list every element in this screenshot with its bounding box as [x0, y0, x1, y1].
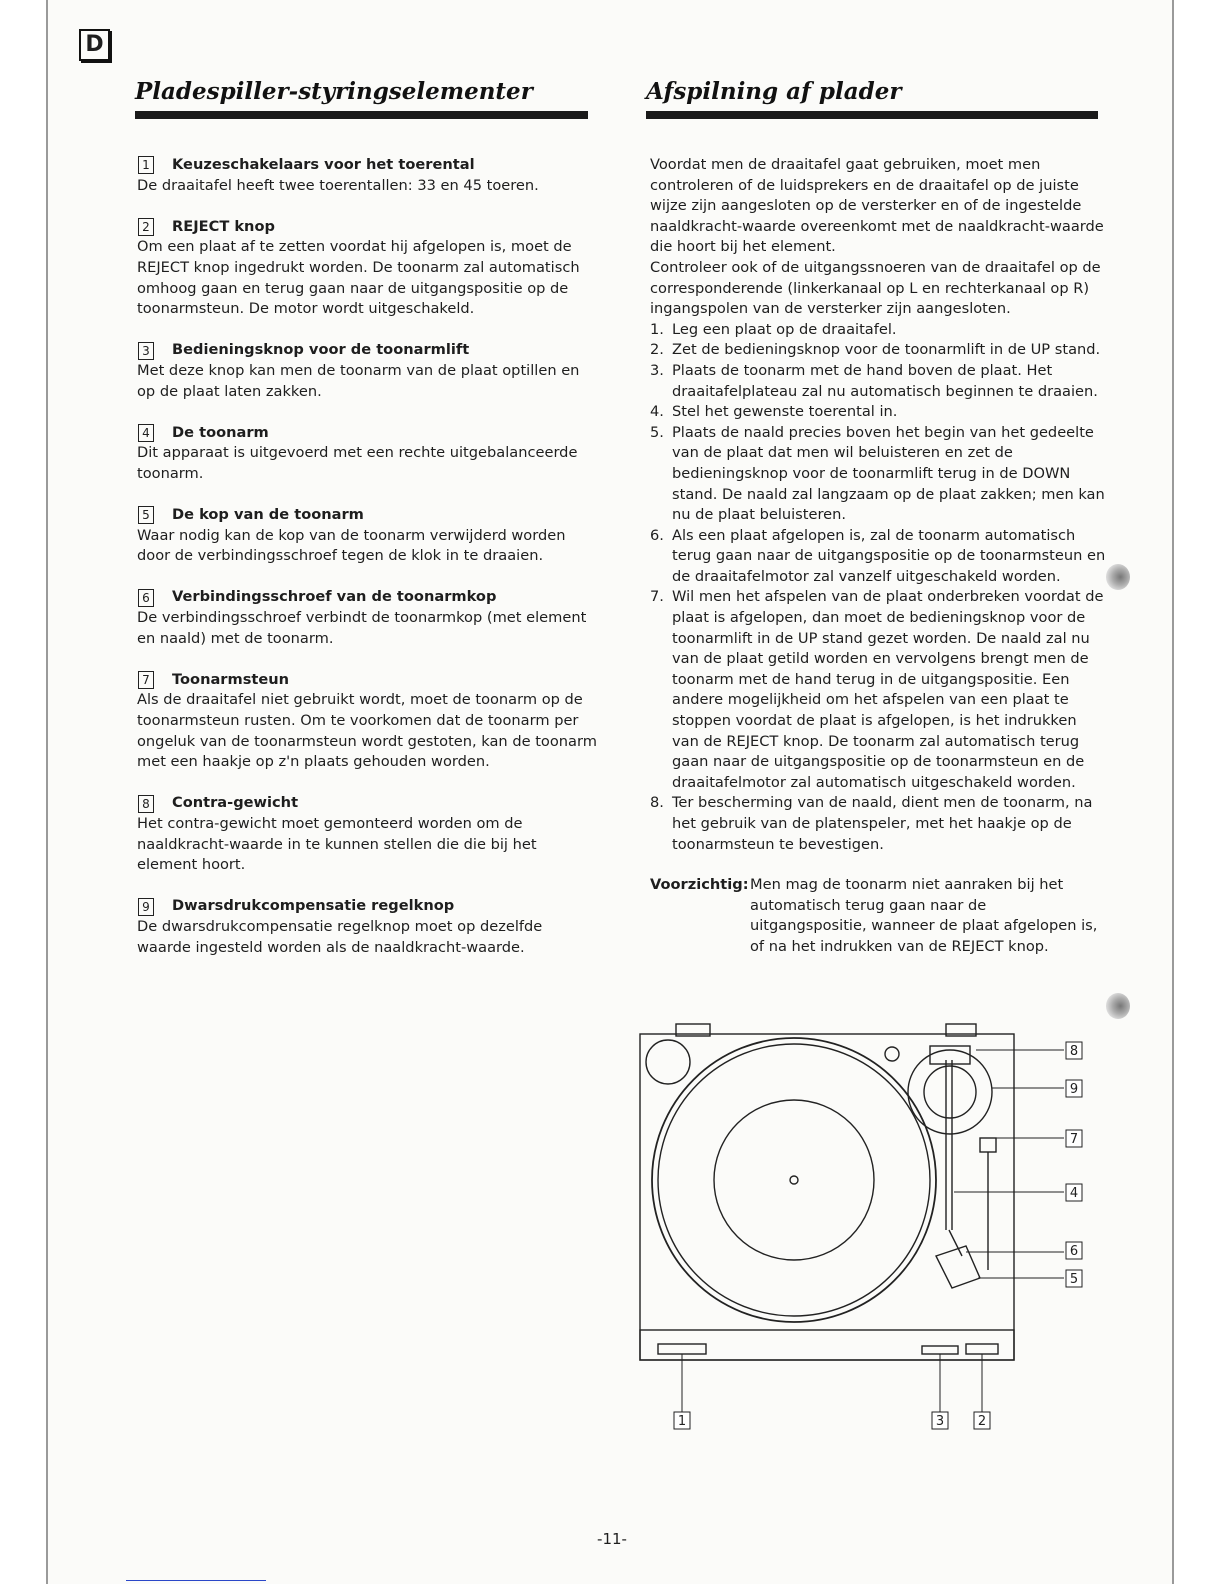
callout-label: 8 — [1069, 1044, 1079, 1059]
step-text: Leg een plaat op de draaitafel. — [672, 320, 897, 338]
item-body: De verbindingsschroef verbindt de toonarmkop (met element en naald) met de toonarm. — [137, 609, 587, 647]
counterweight — [930, 1046, 970, 1064]
step-text: Plaats de naald precies boven het begin van het gedeelte van de plaat dat men wil beluisteren en zet de bedieningsknop voor de toonarmlift terug in de DOWN stand. De naald zal langzaam op de plaat zakken; men kan nu de plaat beluisteren. — [672, 423, 1105, 524]
control-item — [137, 217, 597, 320]
turntable-front-panel — [640, 1330, 1014, 1360]
caution-note — [650, 875, 1106, 957]
item-title: REJECT knop — [172, 217, 275, 235]
step-text: Zet de bedieningsknop voor de toonarmlift in de UP stand. — [672, 341, 1101, 359]
callout-label: 1 — [677, 1414, 687, 1429]
lift-lever — [922, 1346, 958, 1354]
item-number-box: 9 — [138, 898, 154, 916]
item-body: Dit apparaat is uitgevoerd met een rechte uitgebalanceerde toonarm. — [137, 444, 578, 482]
right-heading: Afspilning af plader — [646, 78, 902, 105]
item-body: Met deze knop kan men de toonarm van de plaat optillen en op de plaat laten zakken. — [137, 361, 580, 400]
step-item — [650, 340, 1106, 361]
step-number: 8. — [650, 794, 664, 812]
callout-label: 6 — [1069, 1244, 1079, 1259]
control-item — [137, 793, 597, 875]
step-text: Wil men het afspelen van de plaat onderbreken voordat de plaat is afgelopen, dan moet de bedieningsknop voor de toonarmlift in de UP stand gezet worden. De naald zal nu van de plaat getild worden en vervolgens brengt men de toonarm met de hand terug in de uitgangspositie. Een andere mogelijkheid om het afspelen van een plaat te stoppen voordat de plaat is afgelopen, is het indrukken van de REJECT knop. De toonarm zal automatisch terug gaan naar de uitgangspositie op de toonarmsteun en de draaitafelmotor zal automatisch uitgeschakeld worden. — [672, 588, 1104, 791]
item-title: De toonarm — [172, 423, 269, 441]
step-text: Plaats de toonarm met de hand boven de plaat. Het draaitafelplateau zal nu automatisch beginnen te draaien. — [672, 361, 1098, 400]
item-body: Waar nodig kan de kop van de toonarm verwijderd worden door de verbindingsschroef tegen de klok in te draaien. — [137, 526, 566, 565]
caution-text: Men mag de toonarm niet aanraken bij het automatisch terug gaan naar de uitgangspositie, wanneer de plaat afgelopen is, of na het indrukken van de REJECT knop. — [750, 876, 1098, 955]
item-title: Bedieningsknop voor de toonarmlift — [172, 341, 470, 359]
callout-label: 7 — [1069, 1132, 1079, 1147]
control-item — [137, 423, 597, 485]
callout-label: 5 — [1069, 1272, 1079, 1287]
item-number-box: 5 — [138, 506, 154, 524]
step-item — [650, 402, 1106, 423]
step-number: 7. — [650, 588, 664, 606]
left-heading-rule — [135, 111, 588, 119]
step-number: 4. — [650, 403, 664, 421]
item-body: De dwarsdrukcompensatie regelknop moet op dezelfde waarde ingesteld worden als de naaldkracht-waarde. — [137, 917, 543, 956]
intro-paragraph: Voordat men de draaitafel gaat gebruiken, moet men controleren of de luidsprekers en de draaitafel op de juiste wijze zijn aangesloten op de versterker en of de ingestelde naaldkracht-waarde overeenkomt met de naaldkracht-waarde die hoort bij het element. — [650, 156, 1104, 256]
step-number: 6. — [650, 526, 664, 544]
screw-icon — [885, 1047, 899, 1061]
right-heading-rule — [646, 111, 1098, 119]
callout-label: 4 — [1069, 1186, 1079, 1201]
anti-skating-dial — [924, 1066, 976, 1118]
record-label — [714, 1100, 874, 1260]
step-text: Stel het gewenste toerental in. — [672, 403, 898, 421]
item-number-box: 8 — [138, 795, 154, 813]
adapter-recess — [646, 1040, 690, 1084]
item-title: Toonarmsteun — [172, 670, 290, 688]
step-item — [650, 423, 1106, 526]
page-number: -11- — [597, 1530, 627, 1548]
platter-outer — [652, 1038, 936, 1322]
caution-label: Voorzichtig: — [650, 876, 749, 894]
reject-button — [966, 1344, 998, 1354]
item-body: Als de draaitafel niet gebruikt wordt, moet de toonarm op de toonarmsteun rusten. Om te voorkomen dat de toonarm per ongeluk van de toonarmsteun wordt gestoten, kan de toonarm met een haakje op z'n plaats gehouden worden. — [137, 691, 597, 771]
control-item — [137, 505, 597, 567]
callout-label: 9 — [1069, 1082, 1079, 1097]
item-body: Het contra-gewicht moet gemonteerd worden om de naaldkracht-waarde in te kunnen stellen die die bij het element hoort. — [137, 815, 537, 874]
item-number-box: 2 — [138, 218, 154, 236]
step-number: 2. — [650, 341, 664, 359]
language-badge: D — [79, 29, 110, 61]
playback-instructions — [650, 155, 1106, 958]
callout-label: 3 — [935, 1414, 945, 1429]
binder-hole — [1106, 564, 1130, 590]
item-title: Dwarsdrukcompensatie regelknop — [172, 897, 455, 915]
item-number-box: 6 — [138, 589, 154, 607]
item-title: Contra-gewicht — [172, 794, 299, 812]
item-number-box: 1 — [138, 156, 154, 174]
turntable-plinth — [640, 1034, 1014, 1360]
control-item — [137, 670, 597, 773]
arm-rest — [980, 1138, 996, 1152]
step-item — [650, 526, 1106, 588]
control-item — [137, 340, 597, 402]
turntable-diagram — [636, 1020, 1096, 1440]
spindle-icon — [790, 1176, 798, 1184]
step-text: Ter bescherming van de naald, dient men de toonarm, na het gebruik van de platenspeler, met het haakje op de toonarmsteun te bevestigen. — [672, 794, 1093, 853]
control-item — [137, 587, 597, 649]
item-number-box: 4 — [138, 424, 154, 442]
step-number: 3. — [650, 361, 664, 379]
item-body: Om een plaat af te zetten voordat hij afgelopen is, moet de REJECT knop ingedrukt worden. De toonarm zal automatisch omhoog gaan en terug gaan naar de uitgangspositie op de toonarmsteun. De motor wordt uitgeschakeld. — [137, 238, 580, 318]
item-number-box: 7 — [138, 671, 154, 689]
item-number-box: 3 — [138, 342, 154, 360]
bottom-link-underline — [126, 1580, 266, 1581]
step-item — [650, 320, 1106, 341]
step-number: 1. — [650, 320, 664, 338]
left-heading: Pladespiller-styringselementer — [135, 78, 533, 105]
step-item — [650, 361, 1106, 402]
item-title: Keuzeschakelaars voor het toerental — [172, 156, 475, 173]
item-body: De draaitafel heeft twee toerentallen: 33 en 45 toeren. — [137, 176, 539, 194]
speed-selector — [658, 1344, 706, 1354]
callout-label: 2 — [977, 1414, 987, 1429]
intro-paragraph: Controleer ook of de uitgangssnoeren van de draaitafel op de corresponderende (linkerkanaal op L en rechterkanaal op R) ingangspolen van de versterker zijn aangesloten. — [650, 258, 1101, 318]
platter-rim — [658, 1044, 930, 1316]
step-text: Als een plaat afgelopen is, zal de toonarm automatisch terug gaan naar de uitgangspositie op de toonarmsteun en de draaitafelmotor zal vanzelf uitgeschakeld worden. — [672, 526, 1106, 585]
step-item — [650, 793, 1106, 855]
binder-hole — [1106, 993, 1130, 1019]
control-item — [137, 155, 597, 196]
item-title: Verbindingsschroef van de toonarmkop — [172, 588, 497, 606]
step-number: 5. — [650, 423, 664, 441]
tonearm-base — [908, 1050, 992, 1134]
controls-list — [137, 155, 597, 979]
item-title: De kop van de toonarm — [172, 506, 364, 524]
steps-list — [650, 320, 1106, 855]
control-item — [137, 896, 597, 958]
step-item — [650, 587, 1106, 793]
